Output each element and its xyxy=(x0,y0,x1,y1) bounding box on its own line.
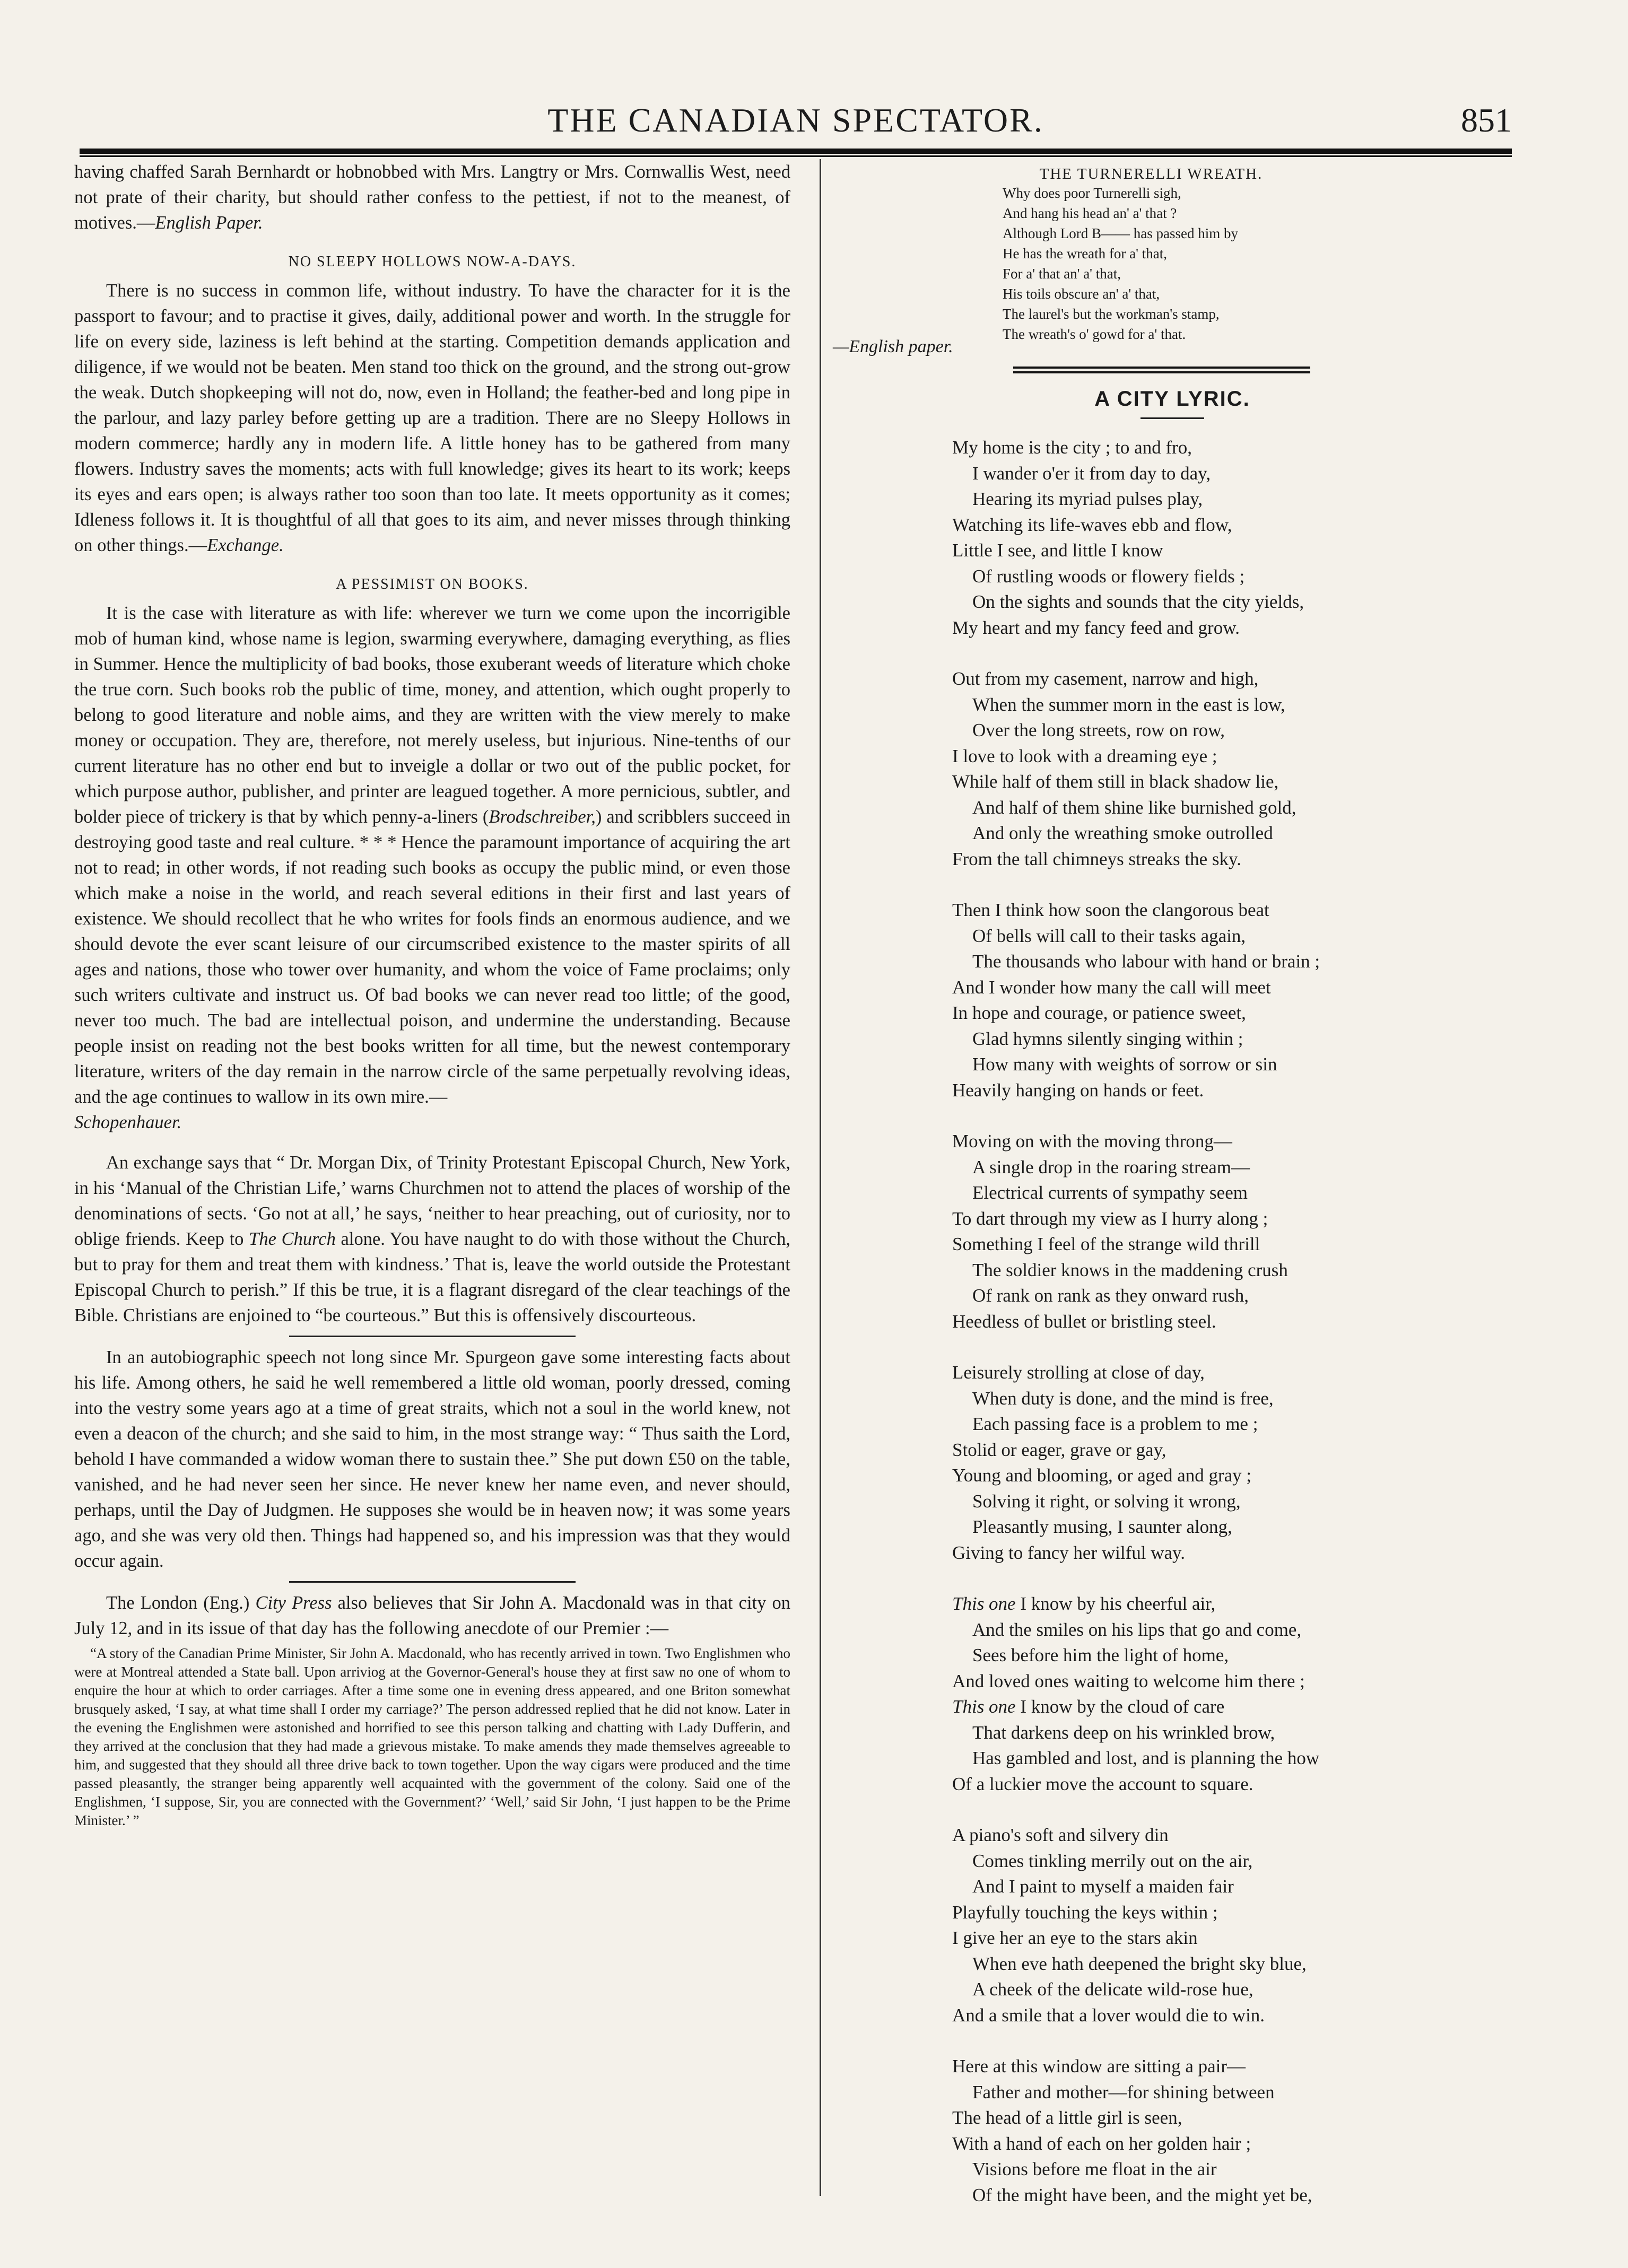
article-sleepy-hollows: There is no success in common life, without industry. To have the character for it is the passport to favour; and to practise it gives, daily, additional power and worth. In the struggle for life on every side, laziness is left behind at the starting. Competition demands application and diligence, if we would not be beaten. Men stand too thick on the ground, and the strong out-grow the weak. Dutch shopkeeping will not do, now, even in Holland; the feather-bed and long pipe in the parlour, and lazy parley before getting up are a tradition. There are no Sleepy Hollows in modern commerce; hardly any in modern life. A little honey has to be gathered from many flowers. Industry saves the moments; acts with full knowledge; gives its heart to its work; keeps its eyes and ears open; is always rather too soon than too late. It meets opportunity as it comes; Idleness follows it. It is thoughtful of all that goes to its aim, and never misses through thinking on other things.—Exchange. xyxy=(74,281,790,555)
poem-line: And loved ones waiting to welcome him there ; xyxy=(952,1670,1305,1691)
poem-line: Heavily hanging on hands or feet. xyxy=(952,1079,1204,1101)
anecdote-quote: “A story of the Canadian Prime Minister, Sir John A. Macdonald, who has recently arrived in town. Two Englishmen who were at Montreal attended a State ball. Upon arriviog at the Governor-General's house they at first saw no one of whom to enquire the hour at which to order carriages. After a time some one in evening dress appeared, and one Briton somewhat brusquely asked, ‘I say, at what time shall I order my carriage?’ The person addressed replied that he did not know. Later in the evening the Englishmen were astonished and horrified to see this person talking and chatting with Lady Dufferin, and they arrived at the conclusion that they had made a grievous mistake. To make amends they made themselves agreeable to him, and suggested that they should all three drive back to town together. Upon the way cigars were produced and the time passed pleasantly, the stranger being apparently well acquainted with the government of the colony. Said one of the Englishmen, ‘I suppose, Sir, you are connected with the Government?’ ‘Well,’ said Sir John, ‘I just happen to be the Prime Minister.’ ” xyxy=(74,1645,790,1828)
poem-line: Of a luckier move the account to square. xyxy=(952,1773,1253,1794)
poem-line: A cheek of the delicate wild-rose hue, xyxy=(972,1979,1253,2000)
poem-line: I wander o'er it from day to day, xyxy=(972,463,1211,484)
poem-stanza xyxy=(952,1822,1512,2028)
poem-line: This one I know by the cloud of care xyxy=(952,1696,1225,1717)
poem-line: The soldier knows in the maddening crush xyxy=(972,1259,1288,1280)
poem-line: Of the might have been, and the might yet be, xyxy=(972,2184,1312,2205)
poem-line: With a hand of each on her golden hair ; xyxy=(952,2133,1251,2154)
poem-line: That darkens deep on his wrinkled brow, xyxy=(972,1722,1275,1743)
heading-sleepy-hollows: NO SLEEPY HOLLOWS NOW-A-DAYS. xyxy=(288,254,577,270)
poem-line: Giving to fancy her wilful way. xyxy=(952,1542,1186,1563)
poem-line: From the tall chimneys streaks the sky. xyxy=(952,848,1241,869)
poem-line: Stolid or eager, grave or gay, xyxy=(952,1439,1166,1460)
poem-line: Hearing its myriad pulses play, xyxy=(972,489,1203,509)
poem-title: THE TURNERELLI WREATH. xyxy=(1039,165,1263,182)
poem-line: Leisurely strolling at close of day, xyxy=(952,1362,1205,1383)
poem-stanza xyxy=(952,1360,1512,1566)
poem-turnerelli-wreath xyxy=(1003,165,1300,344)
poem-line: Watching its life-waves ebb and flow, xyxy=(952,514,1232,535)
poem-line: Glad hymns silently singing within ; xyxy=(972,1028,1243,1049)
poem-line: A single drop in the roaring stream— xyxy=(972,1156,1250,1177)
poem-stanza xyxy=(952,435,1512,641)
poem-source: —English paper. xyxy=(833,337,953,356)
poem-line: Then I think how soon the clangorous beat xyxy=(952,900,1269,920)
publication-title: THE CANADIAN SPECTATOR. xyxy=(547,101,1044,139)
right-column xyxy=(833,159,1512,2234)
poem-city-lyric xyxy=(952,435,1512,2208)
poem-line: And only the wreathing smoke outrolled xyxy=(972,823,1273,843)
poem-line: Solving it right, or solving it wrong, xyxy=(972,1490,1241,1512)
poem-line: And hang his head an' a' that ? xyxy=(1003,205,1177,221)
poem-line: And the smiles on his lips that go and come, xyxy=(972,1619,1302,1640)
article-morgan-dix: An exchange says that “ Dr. Morgan Dix, of Trinity Protestant Episcopal Church, New York, in his ‘Manual of the Christian Life,’ warns Churchmen not to attend the places of worship of the denominations of sects. ‘Go not at all,’ he says, ‘neither to hear preaching, out of curiosity, nor to oblige friends. Keep to The Church alone. You have naught to do with those without the Church, but to pray for them and treat them with kindness.’ That is, leave the world outside the Protestant Episcopal Church to perish.” If this be true, it is a flagrant disregard of the clear teachings of the Bible. Christians are enjoined to “be courteous.” But this is offensively discourteous. xyxy=(74,1153,790,1325)
article-fragment: having chaffed Sarah Bernhardt or hobnobbed with Mrs. Langtry or Mrs. Cornwallis West, need not prate of their charity, but should rather confess to the pettiest, if not to the meanest, of motives.—English Paper. xyxy=(74,162,790,233)
poem-line: Here at this window are sitting a pair— xyxy=(952,2056,1246,2077)
poem-stanza xyxy=(952,1591,1512,1797)
poem-line: Over the long streets, row on row, xyxy=(972,720,1225,740)
poem-line: Pleasantly musing, I saunter along, xyxy=(972,1516,1232,1537)
poem-line: Moving on with the moving throng— xyxy=(952,1131,1232,1152)
heading-pessimist: A PESSIMIST ON BOOKS. xyxy=(336,576,529,592)
poem-line: On the sights and sounds that the city yields, xyxy=(972,591,1304,612)
poem-stanza xyxy=(952,1129,1512,1334)
double-rule xyxy=(1013,367,1310,373)
left-column xyxy=(74,159,790,1830)
poem-line: The wreath's o' gowd for a' that. xyxy=(1003,326,1186,342)
poem-line: Has gambled and lost, and is planning the how xyxy=(972,1748,1320,1768)
poem-line: When the summer morn in the east is low, xyxy=(972,694,1285,715)
title-underline xyxy=(1141,417,1204,419)
poem-line: When eve hath deepened the bright sky blue, xyxy=(972,1953,1307,1974)
poem-line: Of bells will call to their tasks again, xyxy=(972,925,1246,946)
poem-line: I give her an eye to the stars akin xyxy=(952,1927,1198,1948)
poem-line: Although Lord B—— has passed him by xyxy=(1003,225,1238,241)
poem-line: A piano's soft and silvery din xyxy=(952,1825,1169,1845)
poem-line: To dart through my view as I hurry along ; xyxy=(952,1208,1268,1229)
poem-stanza xyxy=(952,897,1512,1103)
poem-line: How many with weights of sorrow or sin xyxy=(972,1054,1277,1075)
article-city-press: The London (Eng.) City Press also believes that Sir John A. Macdonald was in that city on July 12, and in its issue of that day has the following anecdote of our Premier :— xyxy=(74,1593,790,1638)
poem-line: And I paint to myself a maiden fair xyxy=(972,1876,1234,1897)
poem-line: Something I feel of the strange wild thrill xyxy=(952,1234,1260,1254)
poem-line: And half of them shine like burnished gold, xyxy=(972,797,1296,818)
poem-line: Of rank on rank as they onward rush, xyxy=(972,1285,1249,1306)
column-divider xyxy=(820,159,821,2196)
header-rule-thick xyxy=(80,149,1512,154)
separator-rule xyxy=(289,1581,576,1583)
poem-line: Why does poor Turnerelli sigh, xyxy=(1003,185,1181,201)
poem-line: My home is the city ; to and fro, xyxy=(952,437,1192,458)
poem-line: My heart and my fancy feed and grow. xyxy=(952,617,1240,638)
poem-line: In hope and courage, or patience sweet, xyxy=(952,1002,1246,1023)
poem-line: He has the wreath for a' that, xyxy=(1003,246,1167,261)
article-spurgeon: In an autobiographic speech not long since Mr. Spurgeon gave some interesting facts about his life. Among others, he said he well remembered a little old woman, poorly dressed, coming into the vestry some years ago at a time of great straits, which not a soul in the world knew, not even a deacon of the church; and she said to him, in the most strange way: “ Thus saith the Lord, behold I have commanded a widow woman there to sustain thee.” She put down £50 on the table, vanished, and he had never seen her since. He never knew her name even, and never should, perhaps, until the Day of Judgmen. He supposes she would be in heaven now; it was some years ago, and she was very old then. Things had happened so, and his impression was that they would occur again. xyxy=(74,1347,790,1571)
poem-line: While half of them still in black shadow lie, xyxy=(952,771,1279,792)
poem-line: Young and blooming, or aged and gray ; xyxy=(952,1465,1252,1486)
separator-rule xyxy=(289,1336,576,1337)
page-header xyxy=(80,90,1512,149)
poem-line: The thousands who labour with hand or brain ; xyxy=(972,951,1320,972)
poem-title-city-lyric: A CITY LYRIC. xyxy=(1094,387,1250,411)
poem-line: Visions before me float in the air xyxy=(972,2159,1217,2179)
poem-line: Father and mother—for shining between xyxy=(972,2081,1275,2103)
poem-line: The laurel's but the workman's stamp, xyxy=(1003,306,1220,322)
poem-line: And a smile that a lover would die to win. xyxy=(952,2004,1265,2026)
poem-line: This one I know by his cheerful air, xyxy=(952,1593,1216,1614)
poem-line: I love to look with a dreaming eye ; xyxy=(952,745,1217,766)
poem-line: Little I see, and little I know xyxy=(952,540,1163,561)
poem-line: Playfully touching the keys within ; xyxy=(952,1901,1218,1923)
poem-stanza xyxy=(952,2054,1512,2208)
poem-line: Heedless of bullet or bristling steel. xyxy=(952,1311,1216,1332)
page-number: 851 xyxy=(1461,101,1512,139)
poem-stanza xyxy=(952,666,1512,872)
poem-line: Comes tinkling merrily out on the air, xyxy=(972,1850,1253,1871)
poem-line: When duty is done, and the mind is free, xyxy=(972,1388,1274,1409)
poem-line: And I wonder how many the call will meet xyxy=(952,976,1271,998)
poem-line: Of rustling woods or flowery fields ; xyxy=(972,565,1245,587)
article-pessimist: It is the case with literature as with life: wherever we turn we come upon the incorrigible mob of human kind, whose name is legion, swarming everywhere, damaging everything, as flies in Summer. Hence the multiplicity of bad books, those exuberant weeds of literature which choke the true corn. Such books rob the public of time, money, and attention, which ought properly to belong to good literature and noble aims, and they are written with the view merely to make money or occupation. They are, therefore, not merely useless, but injurious. Nine-tenths of our current literature has no other end but to inveigle a dollar or two out of the public pocket, for which purpose author, publisher, and printer are leagued together. A more pernicious, subtler, and bolder piece of trickery is that by which penny-a-liners (Brodschreiber,) and scribblers succeed in destroying good taste and real culture. * * * Hence the paramount importance of acquiring the art not to read; in other words, if not reading such books as occupy the public mind, or even those which make a noise in the world, and reach several editions in their first and last years of existence. We should recollect that he who writes for fools finds an enormous audience, and we should devote the ever scant leisure of our circumscribed existence to the master spirits of all ages and nations, those who tower over humanity, and whom the voice of Fame proclaims; only such writers cultivate and instruct us. Of bad books we can never read too little; of the good, never too much. The bad are intellectual poison, and undermine the understanding. Because people insist on reading not the best books written for all time, but the newest contemporary literature, writers of the day remain in the narrow circle of the same perpetually revolving ideas, and the age continues to wallow in its own mire.— Schopenhauer. xyxy=(74,603,790,1132)
header-rule-thin xyxy=(80,155,1512,157)
poem-line: The head of a little girl is seen, xyxy=(952,2107,1182,2128)
poem-line: Each passing face is a problem to me ; xyxy=(972,1414,1258,1434)
poem-line: Out from my casement, narrow and high, xyxy=(952,668,1259,689)
poem-line: Electrical currents of sympathy seem xyxy=(972,1182,1248,1203)
poem-line: For a' that an' a' that, xyxy=(1003,266,1121,282)
poem-line: His toils obscure an' a' that, xyxy=(1003,286,1160,302)
poem-line: Sees before him the light of home, xyxy=(972,1645,1229,1665)
